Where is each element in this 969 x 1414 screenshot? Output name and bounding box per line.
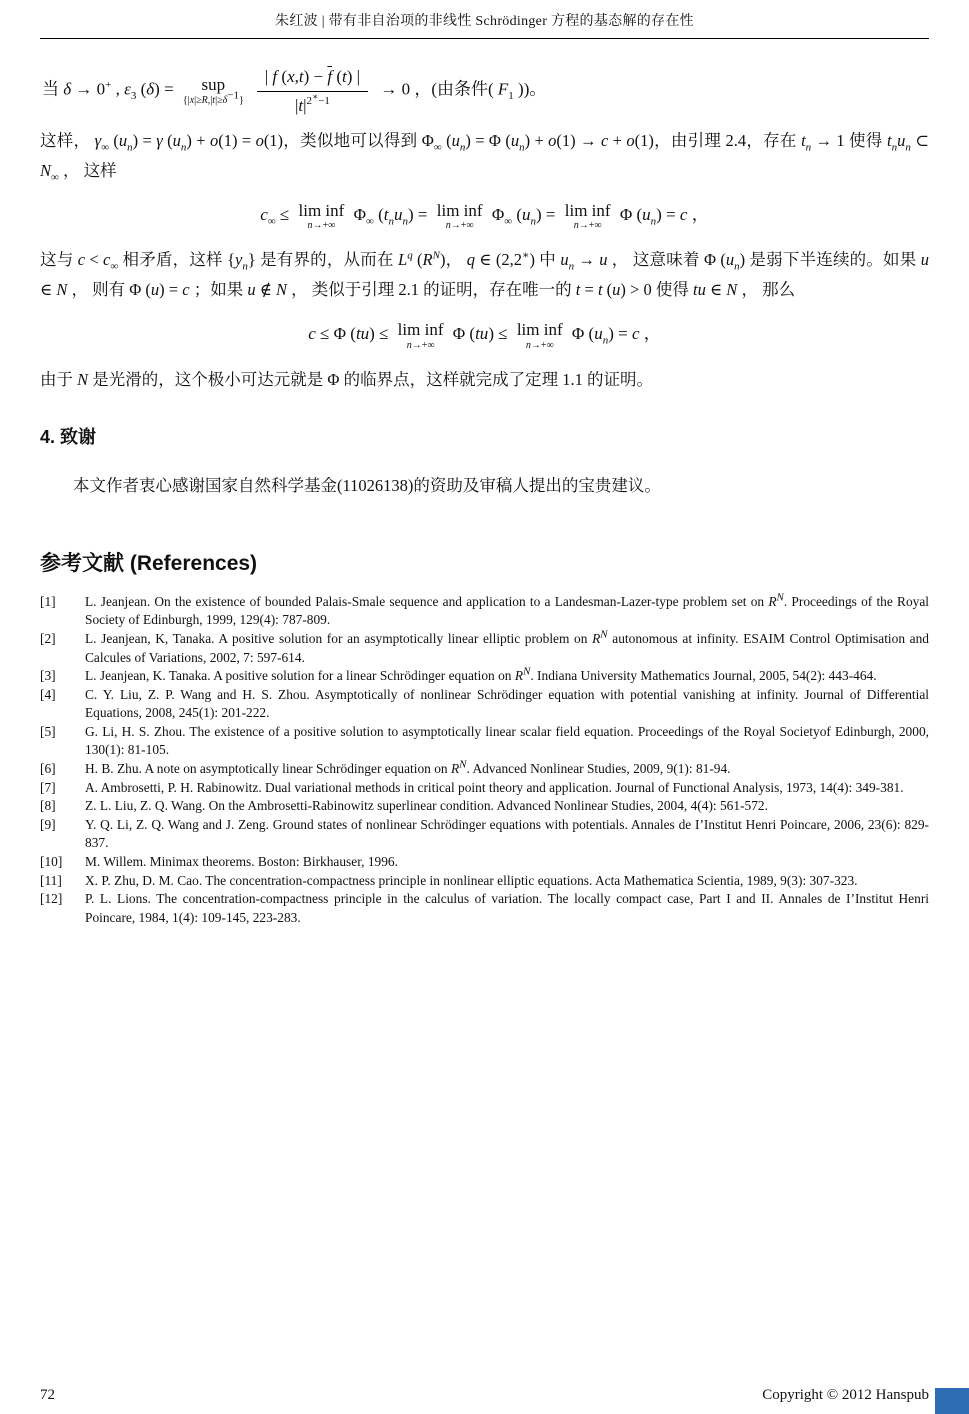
reference-text: L. Jeanjean. On the existence of bounded Palais-Smale sequence and application to a Landesman-Lazer-type problem set on $R^N$. Proceedings of the Royal Society of Edinburgh, 1999, 129(4): 787-809.	[85, 591, 929, 628]
reference-list	[40, 593, 929, 928]
reference-text: X. P. Zhu, D. M. Cao. The concentration-compactness principle in nonlinear elliptic equations. Acta Mathematica Scientia, 1989, 9(3): 307-323.	[85, 872, 858, 888]
reference-text: A. Ambrosetti, P. H. Rabinowitz. Dual variational methods in critical point theory and application. Journal of Functional Analysis, 1973, 14(4): 349-381.	[85, 779, 904, 795]
reference-label: [9]	[40, 816, 56, 832]
reference-label: [7]	[40, 779, 56, 795]
formula-display-3: c ≤ Φ (tu) ≤ lim inf n→+∞ Φ (tu) ≤ lim inf n→+∞ Φ $(u_n) = c$ ，	[308, 320, 661, 351]
reference-text: Y. Q. Li, Z. Q. Wang and J. Zeng. Ground states of nonlinear Schrödinger equations with potentials. Annales de I’Institut Henri Poincare, 2006, 23(6): 829-837.	[85, 816, 929, 851]
copyright-text: Copyright © 2012 Hanspub	[762, 1387, 929, 1403]
page-footer	[40, 1387, 929, 1404]
header-rule	[40, 38, 929, 39]
reference-label: [1]	[40, 593, 56, 609]
reference-label: [11]	[40, 872, 62, 888]
paragraph-3: 由于 N 是光滑的，这个极小可达元就是 Φ 的临界点，这样就完成了定理 1.1 的证明。	[40, 369, 653, 389]
reference-item	[40, 779, 929, 798]
reference-item	[40, 593, 929, 630]
reference-item	[40, 816, 929, 853]
page-header: 朱红波 | 带有非自治项的非线性 Schrödinger 方程的基态解的存在性	[275, 14, 694, 29]
reference-label: [5]	[40, 723, 56, 739]
reference-label: [4]	[40, 686, 56, 702]
reference-text: L. Jeanjean, K. Tanaka. A positive solution for a linear Schrödinger equation on $R^N$. Indiana University Mathematics Journal, 2005, 54(2): 443-464.	[85, 665, 877, 684]
reference-text: C. Y. Liu, Z. P. Wang and H. S. Zhou. Asymptotically of nonlinear Schrödinger equation with potential vanishing at infinity. Journal of Differential Equations, 2008, 245(1): 201-222.	[85, 686, 929, 721]
reference-label: [8]	[40, 798, 56, 814]
reference-label: [10]	[40, 854, 63, 870]
reference-item	[40, 890, 929, 927]
reference-item	[40, 686, 929, 723]
reference-text: H. B. Zhu. A note on asymptotically linear Schrödinger equation on $R^N$. Advanced Nonlinear Studies, 2009, 9(1): 81-94.	[85, 758, 731, 777]
reference-item	[40, 723, 929, 760]
page-number: 72	[40, 1387, 55, 1403]
reference-item	[40, 760, 929, 779]
reference-item	[40, 667, 929, 686]
reference-item	[40, 630, 929, 667]
reference-item	[40, 853, 929, 872]
reference-text: Z. L. Liu, Z. Q. Wang. On the Ambrosetti-Rabinowitz superlinear condition. Advanced Nonlinear Studies, 2004, 4(4): 561-572.	[85, 798, 768, 814]
formula-display-1: 当 δ → 0+ , $\varepsilon_3$ (δ) = sup $\{|x|\ge R,|t|\ge\delta^{-1}\}$ $\frac{| f (x,t) - \overline{f} (t) |}{|t|^{2^∗-1}}$ → 0 ，(由条件( $F_1$ ))。	[42, 67, 547, 115]
references-heading: 参考文献 (References)	[40, 551, 258, 575]
reference-item	[40, 872, 929, 891]
section-heading-acknowledgements: 4. 致谢	[40, 426, 97, 447]
reference-text: M. Willem. Minimax theorems. Boston: Birkhauser, 1996.	[85, 854, 398, 870]
reference-label: [2]	[40, 630, 56, 646]
reference-item	[40, 797, 929, 816]
reference-text: L. Jeanjean, K, Tanaka. A positive solution for an asymptotically linear elliptic problem on $R^N$ autonomous at infinity. ESAIM Control Optimisation and Calcules of Variations, 2002, 7: 597-614.	[85, 628, 929, 665]
reference-label: [6]	[40, 761, 56, 777]
formula-display-2: $c_\infty$ ≤ lim inf n→+∞ $\Phi_\infty$ $(t_nu_n)$ = lim inf n→+∞ $\Phi_\infty$ $(u_n)$ = lim inf n→+∞ Φ $(u_n) = c$ ，	[260, 200, 709, 232]
paragraph-1: 这样， $\gamma_\infty$ $(u_n) = \gamma$ $(u_n) + o(1) = o(1)$，类似地可以得到 $\Phi_\infty$ $(u_n) = \Phi$ $(u_n) + o(1) \to c + o(1)$，由引理 2.4，存在 $t_n \to 1$ 使得 $t_nu_n$ ⊂ $N_\infty$ ， 这样	[40, 131, 930, 184]
acknowledgement-paragraph: 本文作者衷心感谢国家自然科学基金(11026138)的资助及审稿人提出的宝贵建议。	[73, 475, 661, 495]
reference-label: [12]	[40, 891, 63, 907]
reference-text: P. L. Lions. The concentration-compactness principle in the calculus of variation. The locally compact case, Part I and II. Annales de I’Institut Henri Poincare, 1984, 1(4): 109-145, 223-283.	[85, 891, 929, 925]
accent-bar	[935, 1388, 969, 1414]
reference-label: [3]	[40, 668, 56, 684]
paragraph-2: 这与 $c < c_\infty$ 相矛盾，这样 $\{y_n\}$ 是有界的，从而在 $L^q$ $(R^N)$， q ∈ (2,2∗) 中 $u_n \to u$ ， 这意味着 Φ $(u_n)$ 是弱下半连续的。如果 u ∈ N ， 则有 Φ (u) = c ；如果 u ∉ N ， 类似于引理 2.1 的证明，存在唯一的 t = t (u) > 0 使得 tu ∈ N ， 那么	[40, 249, 930, 300]
reference-text: G. Li, H. S. Zhou. The existence of a positive solution to asymptotically linear scalar field equation. Proceedings of the Royal Societyof Edinburgh, 2000, 130(1): 81-105.	[85, 723, 929, 758]
